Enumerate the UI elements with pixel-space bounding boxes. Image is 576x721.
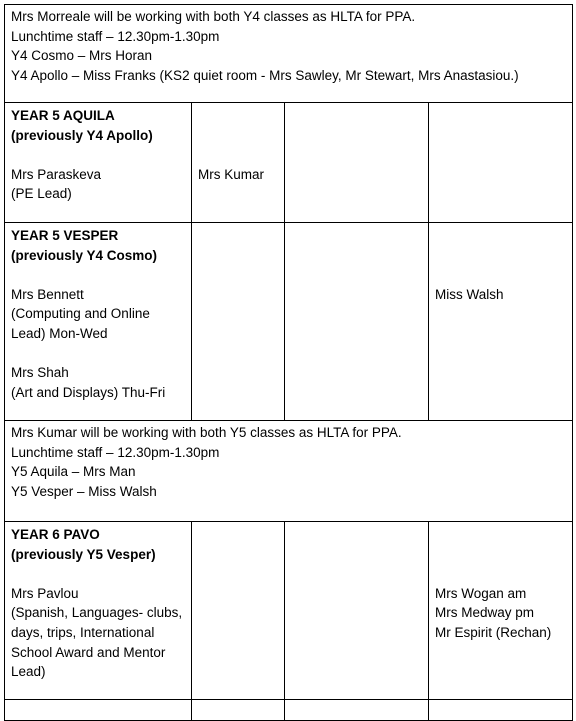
staff-cell-2 bbox=[192, 223, 285, 421]
staff-name: Mr Espirit (Rechan) bbox=[435, 624, 552, 640]
staffing-table bbox=[4, 4, 573, 721]
y4-note-line: Mrs Morreale will be working with both Y4 classes as HLTA for PPA. bbox=[11, 9, 416, 24]
staff-name: Mrs Medway pm bbox=[435, 605, 535, 621]
teacher-role: (Art and Displays) Thu-Fri bbox=[11, 384, 166, 400]
class-previous: (previously Y4 Apollo) bbox=[11, 127, 153, 143]
class-row-y6-pavo bbox=[5, 522, 573, 700]
teacher-role: (Computing and Online Lead) Mon-Wed bbox=[11, 306, 150, 341]
y5-lunchtime-line: Lunchtime staff – 12.30pm-1.30pm bbox=[11, 444, 220, 460]
teacher-name: Mrs Pavlou bbox=[11, 585, 79, 601]
class-row-y5-aquila bbox=[5, 103, 573, 223]
teacher-role: (PE Lead) bbox=[11, 186, 72, 202]
staff-name: Mrs Kumar bbox=[198, 166, 265, 182]
y5-note-row bbox=[5, 421, 573, 522]
y5-vesper-line: Y5 Vesper – Miss Walsh bbox=[11, 483, 157, 499]
class-previous: (previously Y4 Cosmo) bbox=[11, 247, 158, 263]
y5-note-cell bbox=[5, 421, 573, 522]
table-cell bbox=[285, 700, 429, 721]
class-previous: (previously Y5 Vesper) bbox=[11, 546, 156, 562]
teacher-role: (Spanish, Languages- clubs, days, trips, International School Award and Mentor Lead) bbox=[11, 605, 183, 680]
class-info-cell bbox=[5, 223, 192, 421]
class-name: YEAR 6 PAVO bbox=[11, 527, 100, 542]
y4-note-row bbox=[5, 5, 573, 103]
staff-cell-4 bbox=[429, 522, 573, 700]
staff-cell-2 bbox=[192, 522, 285, 700]
y4-cosmo-line: Y4 Cosmo – Mrs Horan bbox=[11, 48, 153, 64]
staff-cell-3 bbox=[285, 522, 429, 700]
y4-note-cell bbox=[5, 5, 573, 103]
staff-cell-3 bbox=[285, 223, 429, 421]
table-cell bbox=[5, 700, 192, 721]
staff-cell-4 bbox=[429, 103, 573, 223]
staff-cell-3 bbox=[285, 103, 429, 223]
y4-lunchtime-line: Lunchtime staff – 12.30pm-1.30pm bbox=[11, 28, 220, 44]
class-info-cell bbox=[5, 103, 192, 223]
staff-cell-2 bbox=[192, 103, 285, 223]
table-row-partial bbox=[5, 700, 573, 721]
class-info-cell bbox=[5, 522, 192, 700]
staff-cell-4 bbox=[429, 223, 573, 421]
staff-name: Mrs Wogan am bbox=[435, 585, 527, 601]
table-cell bbox=[192, 700, 285, 721]
class-row-y5-vesper bbox=[5, 223, 573, 421]
teacher-name: Mrs Paraskeva bbox=[11, 166, 102, 182]
y5-note-line: Mrs Kumar will be working with both Y5 classes as HLTA for PPA. bbox=[11, 425, 402, 440]
class-name: YEAR 5 AQUILA bbox=[11, 108, 115, 123]
teacher-name: Mrs Bennett bbox=[11, 286, 84, 302]
y4-apollo-line: Y4 Apollo – Miss Franks (KS2 quiet room - Mrs Sawley, Mr Stewart, Mrs Anastasiou.) bbox=[11, 67, 519, 83]
y5-aquila-line: Y5 Aquila – Mrs Man bbox=[11, 464, 136, 480]
staff-name: Miss Walsh bbox=[435, 286, 504, 302]
table-cell bbox=[429, 700, 573, 721]
class-name: YEAR 5 VESPER bbox=[11, 228, 119, 243]
teacher-name: Mrs Shah bbox=[11, 365, 69, 381]
